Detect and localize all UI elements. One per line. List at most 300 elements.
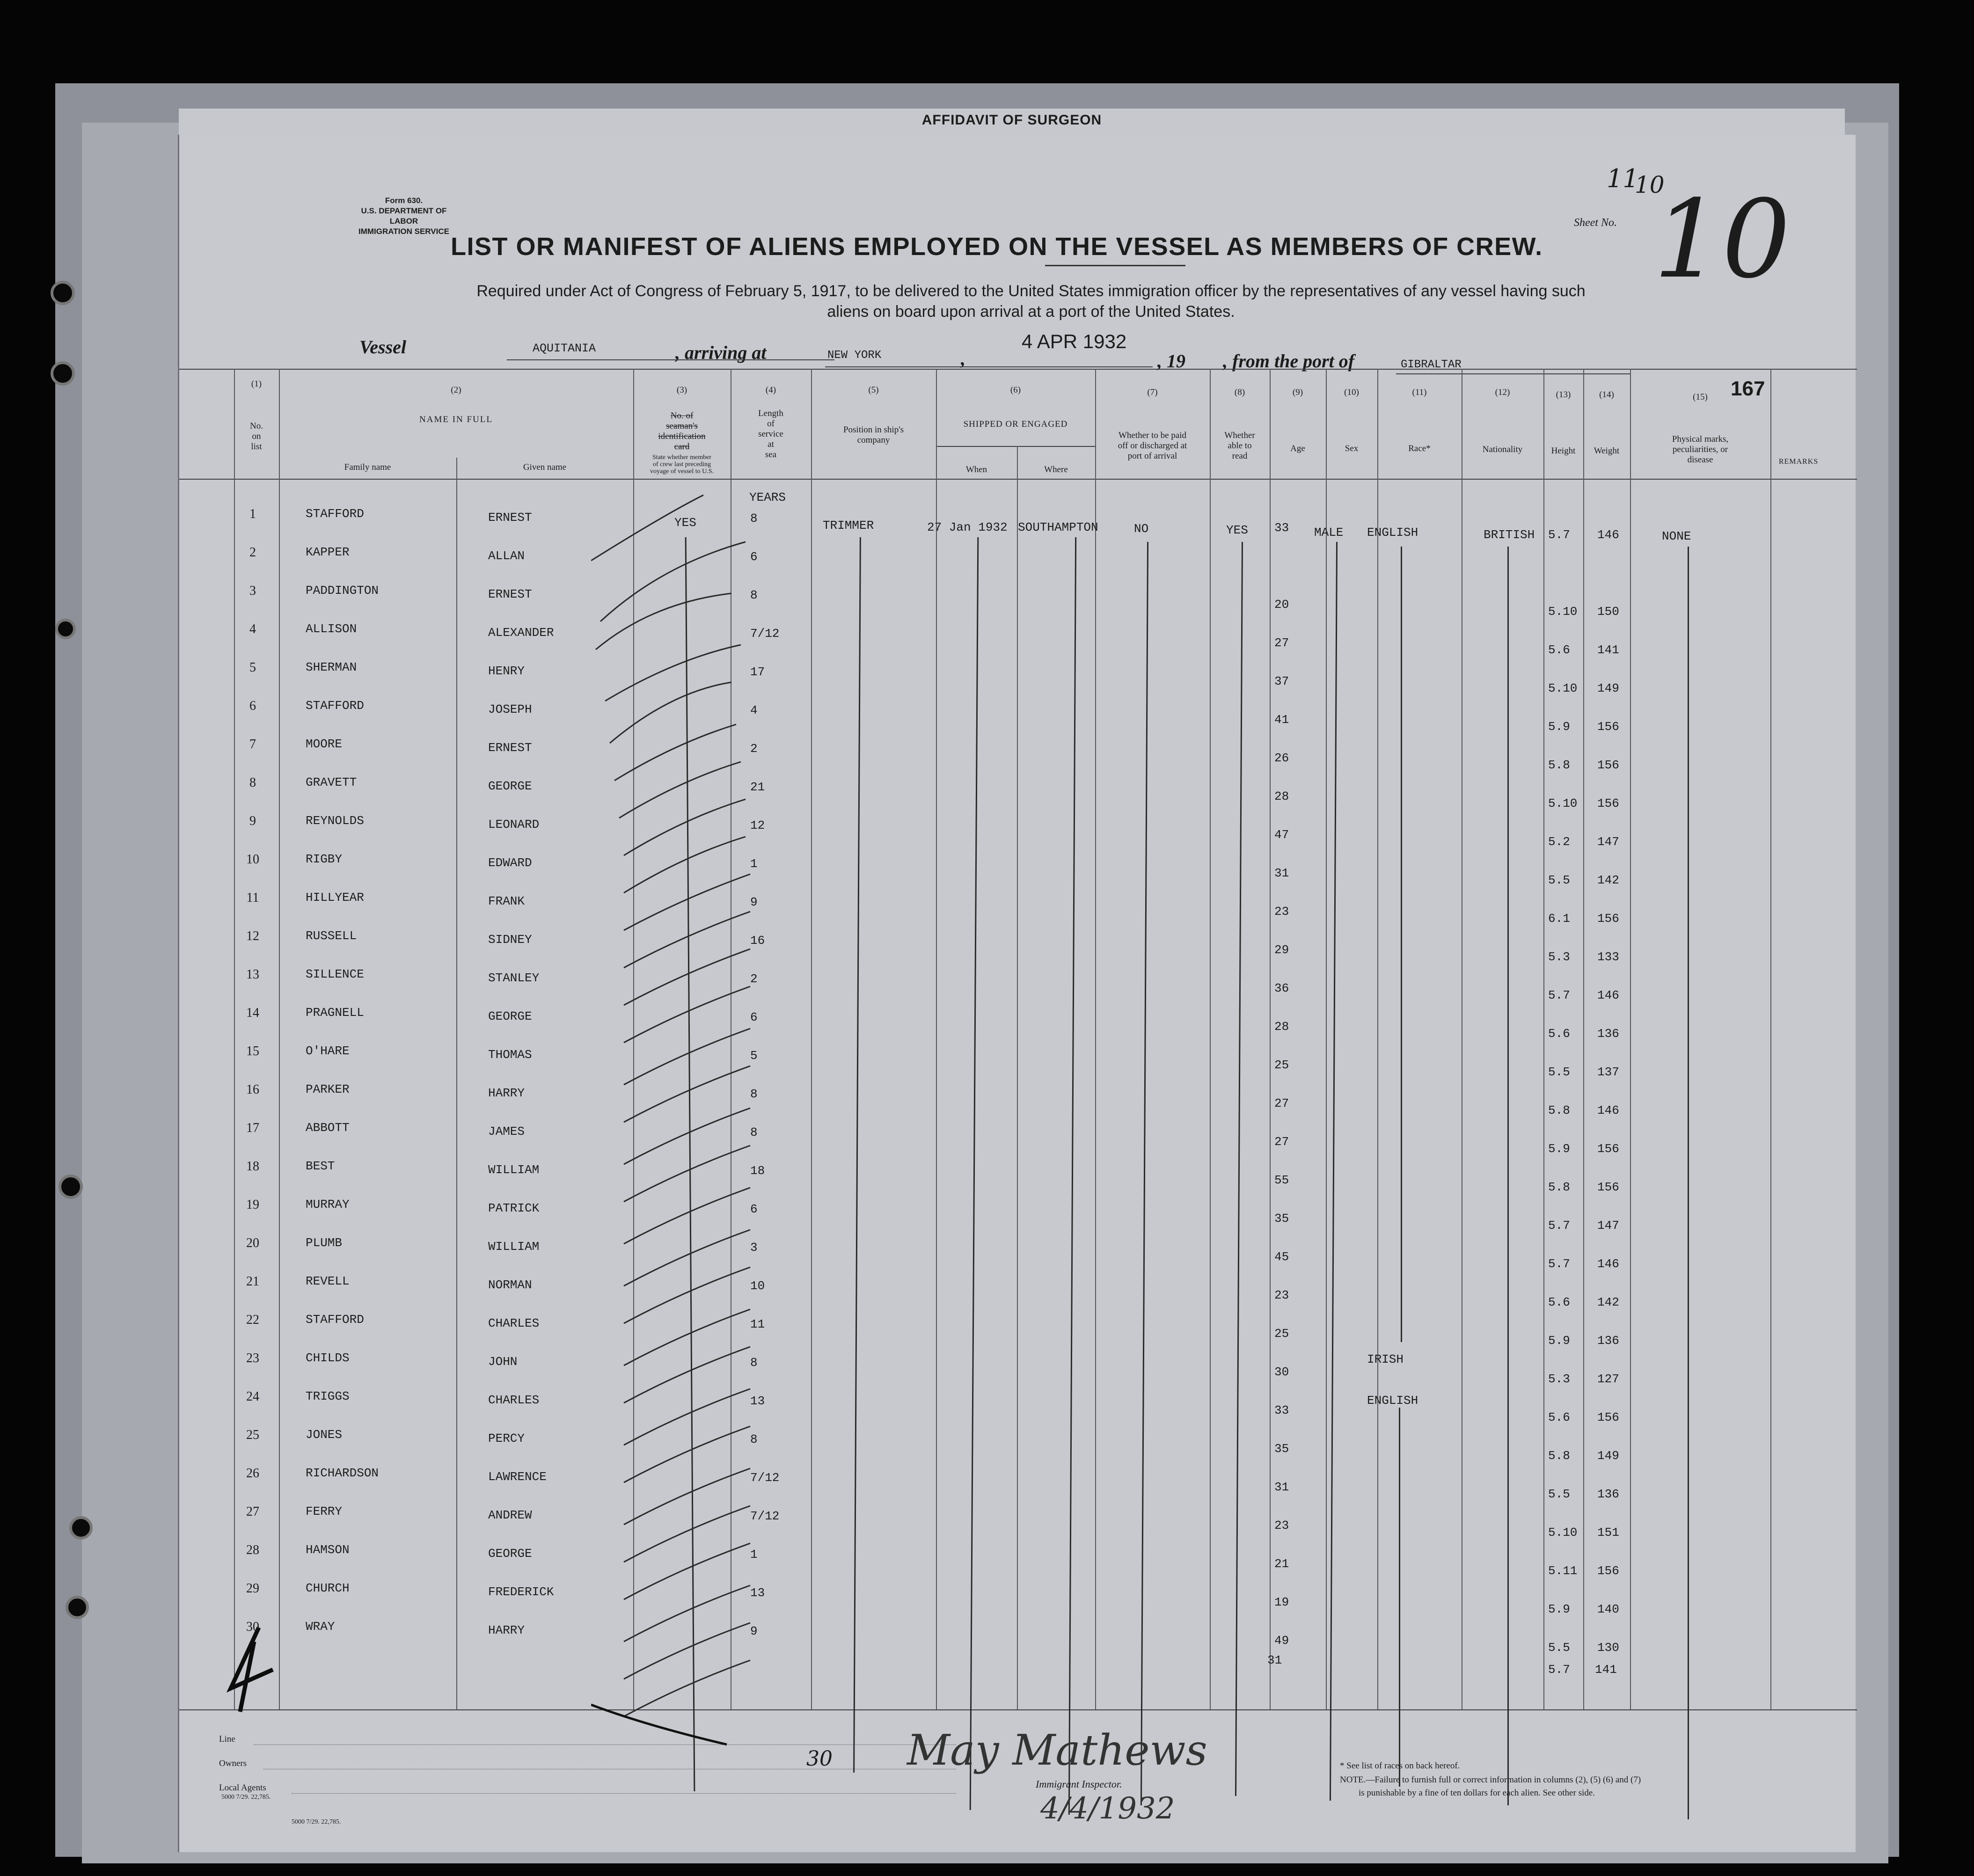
family-name: HILLYEAR [306, 891, 364, 905]
paid-off-value: NO [1134, 522, 1149, 536]
sheet-number: 10 [1653, 177, 1791, 302]
col-rule [456, 458, 457, 1709]
footer-agents-label: Local Agents [219, 1783, 266, 1793]
given-name: LEONARD [488, 818, 540, 832]
family-name: SILLENCE [306, 967, 364, 981]
family-name: RIGBY [306, 852, 343, 866]
row-number: 30 [246, 1620, 259, 1634]
row-number: 5 [249, 660, 256, 675]
family-name: O'HARE [306, 1044, 350, 1058]
age-value: 41 [1274, 713, 1289, 727]
given-name: JOHN [488, 1355, 518, 1369]
age-value: 23 [1274, 1288, 1289, 1302]
nationality-value: BRITISH [1484, 528, 1535, 542]
age-value: 49 [1274, 1634, 1289, 1648]
given-name: THOMAS [488, 1048, 532, 1062]
binder-hole [66, 1596, 89, 1619]
given-name: ALEXANDER [488, 626, 554, 640]
height-value: 5.2 [1548, 835, 1570, 849]
weight-value: 136 [1597, 1027, 1619, 1041]
given-name: JAMES [488, 1124, 525, 1139]
family-name: PRAGNELL [306, 1006, 364, 1020]
col-race-heading: Race* [1408, 444, 1431, 453]
weight-value: 130 [1597, 1641, 1619, 1655]
given-name: PERCY [488, 1431, 525, 1445]
height-value: 5.11 [1548, 1564, 1578, 1578]
family-name: JONES [306, 1428, 343, 1442]
family-name: STAFFORD [306, 1313, 364, 1327]
given-name: HARRY [488, 1623, 525, 1637]
page-count: 167 [1731, 377, 1765, 400]
weight-value: 141 [1597, 643, 1619, 657]
col-num: (13) [1556, 390, 1571, 400]
footer-print-1: 5000 7/29. 22,785. [221, 1794, 271, 1801]
col-given-heading: Given name [523, 462, 567, 472]
service-length: 9 [750, 895, 758, 909]
age-value: 23 [1274, 1518, 1289, 1533]
given-name: NORMAN [488, 1278, 532, 1292]
col-rule [1630, 369, 1631, 1709]
family-name: RICHARDSON [306, 1466, 379, 1480]
given-name: ALLAN [488, 549, 525, 563]
given-name: FREDERICK [488, 1585, 554, 1599]
weight-value: 146 [1597, 1103, 1619, 1117]
from-underline [1396, 373, 1630, 374]
row-number: 12 [246, 929, 259, 943]
col-num: (12) [1495, 387, 1510, 397]
service-length: 1 [750, 1548, 758, 1562]
weight-value: 147 [1597, 1219, 1619, 1233]
footer-print-2: 5000 7/29. 22,785. [292, 1818, 341, 1825]
inspector-signature: May Mathews [907, 1726, 1207, 1775]
col-where-heading: Where [1044, 465, 1068, 474]
weight-value: 142 [1597, 1295, 1619, 1309]
handwritten-mark [221, 1623, 287, 1716]
given-name: HENRY [488, 664, 525, 678]
weight-value: 156 [1597, 912, 1619, 926]
row-number: 16 [246, 1082, 259, 1097]
sheet-note-11: 11 [1607, 164, 1639, 193]
id-column-slashes [591, 481, 947, 1773]
family-name: CHURCH [306, 1581, 350, 1595]
service-length: 5 [750, 1049, 758, 1063]
footer-owners-label: Owners [219, 1759, 247, 1768]
footer-line-label: Line [219, 1734, 235, 1744]
height-value: 5.10 [1548, 1526, 1578, 1540]
binder-hole [51, 361, 75, 386]
row-number: 29 [246, 1581, 259, 1596]
height-value: 5.9 [1548, 1334, 1570, 1348]
col-num: (7) [1147, 387, 1158, 397]
given-name: EDWARD [488, 856, 532, 870]
vessel-name: AQUITANIA [533, 342, 596, 355]
col-rule [1326, 369, 1327, 1709]
arriving-port: NEW YORK [827, 349, 882, 362]
col-rule [1770, 369, 1771, 1709]
col-when-heading: When [965, 465, 987, 474]
height-value: 5.9 [1548, 720, 1570, 734]
weight-value: 142 [1597, 873, 1619, 887]
family-name: CHILDS [306, 1351, 350, 1365]
height-value: 5.8 [1548, 758, 1570, 772]
height-value: 5.6 [1548, 1027, 1570, 1041]
age-value: 33 [1274, 521, 1289, 535]
height-value: 5.5 [1548, 1641, 1570, 1655]
given-name: WILLIAM [488, 1240, 540, 1254]
age-value: 21 [1274, 1557, 1289, 1571]
department: U.S. DEPARTMENT OF LABOR [361, 206, 447, 226]
col-rule [1017, 446, 1018, 1709]
subtitle-line-1: Required under Act of Congress of February 5, 1917, to be delivered to the United States immigration officer by the representatives of any vessel having such [476, 282, 1586, 300]
service-length: 10 [750, 1279, 765, 1293]
col-num: (1) [251, 379, 262, 389]
col-shipped-heading: SHIPPED OR ENGAGED [963, 419, 1068, 429]
age-value: 23 [1274, 905, 1289, 919]
service-length: 8 [750, 1087, 758, 1101]
row-number: 21 [246, 1274, 259, 1289]
title-rule [1045, 265, 1185, 266]
age-value: 45 [1274, 1250, 1289, 1264]
col-num: (6) [1010, 385, 1021, 395]
col-sex-heading: Sex [1345, 444, 1359, 453]
col-family-heading: Family name [344, 462, 391, 472]
col-nationality-heading: Nationality [1482, 445, 1523, 454]
age-value: 26 [1274, 751, 1289, 765]
binder-hole [51, 281, 75, 305]
age-value: 35 [1274, 1212, 1289, 1226]
col-num: (10) [1344, 387, 1359, 397]
last-height: 5.7 [1548, 1663, 1570, 1677]
weight-value: 149 [1597, 1449, 1619, 1463]
family-name: REVELL [306, 1274, 350, 1288]
age-value: 31 [1274, 1480, 1289, 1494]
col-age-heading: Age [1290, 444, 1305, 453]
given-name: ERNEST [488, 741, 532, 755]
vessel-label: Vessel [359, 336, 406, 358]
footnote-1: NOTE.—Failure to furnish full or correct information in columns (2), (5) (6) and (7) [1340, 1775, 1641, 1785]
height-value: 5.8 [1548, 1103, 1570, 1117]
row-number: 26 [246, 1466, 259, 1481]
weight-value: 151 [1597, 1526, 1619, 1540]
service-length: 16 [750, 934, 765, 948]
table-top-rule [179, 369, 1857, 370]
affidavit-tab [179, 109, 1845, 139]
row-number: 17 [246, 1121, 259, 1135]
family-name: RUSSELL [306, 929, 357, 943]
family-name: ABBOTT [306, 1121, 350, 1135]
age-value: 25 [1274, 1327, 1289, 1341]
weight-value: 156 [1597, 758, 1619, 772]
service-length: 2 [750, 972, 758, 986]
ditto-line [1068, 537, 1076, 1815]
weight-value: 136 [1597, 1334, 1619, 1348]
service-length: 8 [750, 588, 758, 602]
col-rule [1210, 369, 1211, 1709]
height-value: 5.7 [1548, 1257, 1570, 1271]
year-label: , 19 [1157, 350, 1185, 372]
given-name: HARRY [488, 1086, 525, 1100]
row-number: 27 [246, 1504, 259, 1519]
family-name: MURRAY [306, 1197, 350, 1212]
family-name: STAFFORD [306, 699, 364, 713]
age-value: 19 [1274, 1595, 1289, 1609]
position-value: TRIMMER [823, 518, 874, 533]
col-num: (15) [1693, 392, 1708, 402]
weight-value: 137 [1597, 1065, 1619, 1079]
race-irish: IRISH [1367, 1352, 1404, 1366]
row-number: 7 [249, 737, 256, 752]
weight-value: 146 [1597, 528, 1619, 542]
given-name: STANLEY [488, 971, 540, 985]
port-underline [825, 366, 1153, 367]
family-name: MOORE [306, 737, 343, 751]
inspector-label: Immigrant Inspector. [1036, 1778, 1122, 1790]
col-num: (14) [1599, 390, 1614, 400]
given-name: SIDNEY [488, 933, 532, 947]
family-name: PARKER [306, 1082, 350, 1096]
row-number: 9 [249, 814, 256, 828]
identification-value: YES [674, 516, 696, 530]
family-name: HAMSON [306, 1543, 350, 1557]
age-value: 28 [1274, 789, 1289, 803]
table-bottom-rule [179, 1709, 1857, 1710]
weight-value: 156 [1597, 1410, 1619, 1424]
service: IMMIGRATION SERVICE [358, 227, 449, 236]
age-value: 37 [1274, 674, 1289, 688]
col-num: (8) [1234, 387, 1245, 397]
row-number: 8 [249, 775, 256, 790]
service-length: 9 [750, 1624, 758, 1638]
service-length: 13 [750, 1394, 765, 1408]
footnote-races: * See list of races on back hereof. [1340, 1761, 1460, 1771]
binder-hole [58, 1175, 83, 1199]
row-number: 20 [246, 1236, 259, 1250]
age-value: 30 [1274, 1365, 1289, 1379]
col-position-heading: Position in ship's company [843, 425, 904, 445]
ditto-line [1330, 542, 1338, 1801]
age-value: 31 [1274, 866, 1289, 880]
given-name: WILLIAM [488, 1163, 540, 1177]
weight-value: 156 [1597, 1142, 1619, 1156]
weight-value: 156 [1597, 1564, 1619, 1578]
row-number: 22 [246, 1313, 259, 1327]
height-value: 5.6 [1548, 1295, 1570, 1309]
family-name: BEST [306, 1159, 335, 1173]
age-value: 27 [1274, 1096, 1289, 1110]
from-port: GIBRALTAR [1401, 358, 1462, 371]
row-number: 23 [246, 1351, 259, 1365]
weight-value: 133 [1597, 950, 1619, 964]
binder-hole [69, 1516, 93, 1540]
service-length: 3 [750, 1241, 758, 1255]
arriving-label: , arriving at [675, 342, 767, 363]
age-value: 47 [1274, 828, 1289, 842]
col-num: (9) [1292, 387, 1303, 397]
service-length: 2 [750, 742, 758, 756]
col-rule [1270, 369, 1271, 1709]
height-value: 5.3 [1548, 1372, 1570, 1386]
service-length: 8 [750, 511, 758, 526]
race-english: ENGLISH [1367, 1394, 1418, 1408]
sex-value: MALE [1314, 526, 1344, 540]
total-aliens: 30 [806, 1747, 833, 1771]
height-value: 5.6 [1548, 643, 1570, 657]
age-value: 25 [1274, 1058, 1289, 1072]
weight-value: 156 [1597, 720, 1619, 734]
weight-value: 140 [1597, 1602, 1619, 1616]
arrival-date-stamp: 4 APR 1932 [1022, 330, 1127, 352]
age-value: 36 [1274, 981, 1289, 995]
row-number: 15 [246, 1044, 259, 1058]
row-number: 28 [246, 1543, 259, 1557]
col-weight-heading: Weight [1594, 446, 1620, 456]
col-num: (2) [451, 385, 461, 395]
weight-value: 146 [1597, 1257, 1619, 1271]
age-value: 29 [1274, 943, 1289, 957]
height-value: 5.10 [1548, 605, 1578, 619]
height-value: 5.9 [1548, 1602, 1570, 1616]
col-name-heading: NAME IN FULL [419, 415, 493, 424]
age-value: 35 [1274, 1442, 1289, 1456]
weight-value: 146 [1597, 988, 1619, 1002]
given-name: CHARLES [488, 1393, 540, 1407]
col-rule [1095, 369, 1096, 1709]
weight-value: 147 [1597, 835, 1619, 849]
height-value: 5.6 [1548, 1410, 1570, 1424]
family-name: STAFFORD [306, 507, 364, 521]
service-length: 1 [750, 857, 758, 871]
col-num: (4) [765, 385, 776, 395]
given-name: ANDREW [488, 1508, 532, 1522]
footnote-2: is punishable by a fine of ten dollars for each alien. See other side. [1359, 1788, 1595, 1798]
family-name: ALLISON [306, 622, 357, 636]
height-value: 5.7 [1548, 528, 1570, 542]
family-name: KAPPER [306, 545, 350, 559]
col-id-heading: No. of seaman's identification card [658, 411, 706, 452]
shipped-subrule [936, 446, 1095, 447]
family-name: REYNOLDS [306, 814, 364, 828]
service-length: 12 [750, 818, 765, 832]
height-value: 5.5 [1548, 873, 1570, 887]
years-label: YEARS [749, 490, 786, 504]
service-length: 6 [750, 550, 758, 564]
height-value: 5.3 [1548, 950, 1570, 964]
given-name: PATRICK [488, 1201, 540, 1215]
age-value: 27 [1274, 1135, 1289, 1149]
affidavit-heading: AFFIDAVIT OF SURGEON [921, 112, 1102, 128]
last-weight: 141 [1595, 1663, 1617, 1677]
ditto-line [1399, 1408, 1400, 1787]
service-length: 8 [750, 1125, 758, 1139]
last-age: 31 [1267, 1653, 1282, 1667]
col-rule [1377, 369, 1378, 1709]
family-name: PLUMB [306, 1236, 343, 1250]
service-length: 8 [750, 1432, 758, 1446]
form-number: Form 630. [385, 196, 423, 205]
weight-value: 127 [1597, 1372, 1619, 1386]
col-paid-heading: Whether to be paid off or discharged at port of arrival [1118, 431, 1187, 461]
row-number: 13 [246, 967, 259, 982]
race-value: ENGLISH [1367, 526, 1418, 540]
sheet-label: Sheet No. [1574, 217, 1617, 229]
col-rule [1583, 369, 1584, 1709]
row-number: 25 [246, 1428, 259, 1442]
col-height-heading: Height [1551, 446, 1576, 456]
family-name: SHERMAN [306, 660, 357, 674]
signature-date: 4/4/1932 [1040, 1791, 1175, 1826]
shipped-where-value: SOUTHAMPTON [1018, 520, 1098, 534]
row-number: 10 [246, 852, 259, 867]
col-remarks-heading: REMARKS [1778, 458, 1819, 466]
weight-value: 156 [1597, 1180, 1619, 1194]
col-no-heading: No. on list [250, 421, 263, 452]
ditto-line [1507, 547, 1509, 1805]
sheet-note-10: 10 [1635, 171, 1665, 198]
height-value: 5.9 [1548, 1142, 1570, 1156]
service-length: 13 [750, 1586, 765, 1600]
from-label: , from the port of [1223, 350, 1355, 372]
row-number: 14 [246, 1006, 259, 1020]
given-name: CHARLES [488, 1316, 540, 1330]
comma: , [961, 348, 965, 369]
table-header-rule [179, 479, 1857, 480]
height-value: 5.5 [1548, 1065, 1570, 1079]
service-length: 7/12 [750, 1509, 780, 1523]
age-value: 33 [1274, 1403, 1289, 1417]
manifest-sheet [178, 135, 1856, 1852]
height-value: 5.10 [1548, 681, 1578, 695]
family-name: TRIGGS [306, 1389, 350, 1403]
service-length: 18 [750, 1164, 765, 1178]
given-name: LAWRENCE [488, 1470, 547, 1484]
age-value: 20 [1274, 598, 1289, 612]
row-number: 2 [249, 545, 256, 560]
height-value: 5.7 [1548, 988, 1570, 1002]
service-length: 21 [750, 780, 765, 794]
service-length: 17 [750, 665, 765, 679]
given-name: GEORGE [488, 779, 532, 793]
row-number: 4 [249, 622, 256, 636]
given-name: JOSEPH [488, 702, 532, 716]
subtitle-line-2: aliens on board upon arrival at a port of the United States. [827, 303, 1235, 321]
family-name: WRAY [306, 1620, 335, 1634]
weight-value: 150 [1597, 605, 1619, 619]
height-value: 5.8 [1548, 1180, 1570, 1194]
service-length: 4 [750, 703, 758, 717]
row-number: 24 [246, 1389, 259, 1404]
row-number: 18 [246, 1159, 259, 1174]
col-marks-heading: Physical marks, peculiarities, or disease [1672, 434, 1729, 465]
row-number: 3 [249, 584, 256, 598]
given-name: FRANK [488, 894, 525, 908]
family-name: PADDINGTON [306, 584, 379, 598]
service-length: 6 [750, 1202, 758, 1216]
service-length: 7/12 [750, 627, 780, 641]
height-value: 5.7 [1548, 1219, 1570, 1233]
row-number: 19 [246, 1197, 259, 1212]
height-value: 5.8 [1548, 1449, 1570, 1463]
vessel-underline [507, 359, 834, 360]
ditto-line [1141, 542, 1148, 1805]
service-length: 8 [750, 1356, 758, 1370]
family-name: GRAVETT [306, 775, 357, 789]
weight-value: 156 [1597, 796, 1619, 810]
col-service-heading: Length of service at sea [758, 409, 783, 460]
row-number: 11 [246, 891, 259, 905]
family-name: FERRY [306, 1504, 343, 1518]
age-value: 27 [1274, 636, 1289, 650]
marks-value: NONE [1662, 529, 1691, 543]
